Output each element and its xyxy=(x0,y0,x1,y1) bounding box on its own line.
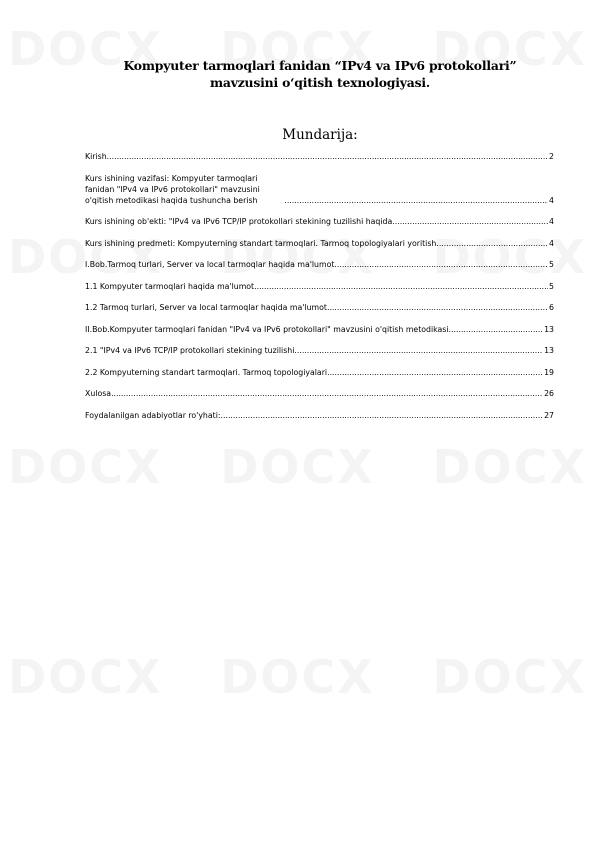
toc-dot-leader xyxy=(107,151,548,162)
toc-entry-2-1[interactable] xyxy=(85,345,554,356)
toc-page-number: 4 xyxy=(549,217,554,226)
watermark-text xyxy=(432,440,587,494)
watermark-row xyxy=(0,440,595,494)
toc-page-number: 26 xyxy=(544,389,554,398)
toc-dot-leader xyxy=(392,216,548,227)
toc-entry-text: II.Bob.Kompyuter tarmoqlari fanidan "IPv4 va IPv6 protokollari" mavzusini o'qitish metodikasi xyxy=(85,324,449,334)
toc-dot-leader xyxy=(294,345,543,356)
toc-dot-leader xyxy=(221,410,544,421)
toc-page-number: 19 xyxy=(544,367,554,377)
toc-dot-leader xyxy=(284,195,548,206)
watermark-row xyxy=(0,650,595,704)
toc-entry-vazifasi[interactable] xyxy=(85,173,554,206)
watermark-text xyxy=(220,650,375,704)
watermark-text xyxy=(8,650,163,704)
toc-heading: Mundarija: xyxy=(282,127,358,143)
toc-dot-leader xyxy=(254,281,548,292)
toc-entry-2-2[interactable] xyxy=(85,367,554,378)
toc-page-number: 5 xyxy=(549,260,554,269)
toc-page-number: 4 xyxy=(549,238,554,248)
toc-entry-predmeti[interactable] xyxy=(85,238,554,249)
toc-entry-xulosa[interactable] xyxy=(85,388,554,399)
toc-page-number: 13 xyxy=(544,346,554,355)
toc-entry-adabiyotlar[interactable] xyxy=(85,410,554,421)
toc-page-number: 27 xyxy=(544,410,554,420)
toc-entry-kirish[interactable] xyxy=(85,151,554,162)
toc-entry-text: 2.2 Kompyuterning standart tarmoqlari. Tarmoq topologiyalari xyxy=(85,367,328,377)
toc-entry-text: I.Bob.Tarmoq turlari, Server va local tarmoqlar haqida ma'lumot xyxy=(85,260,335,269)
toc-entry-text: Kurs ishining vazifasi: Kompyuter tarmoqlari fanidan "IPv4 va IPv6 protokollari" mavzusini o'qitish metodikasi haqida tushuncha berish xyxy=(85,173,260,205)
toc-dot-leader xyxy=(436,238,548,249)
toc-dot-leader xyxy=(334,259,548,270)
watermark-text xyxy=(8,440,163,494)
toc-dot-leader xyxy=(111,388,543,399)
toc-entry-text: Kirish xyxy=(85,152,107,161)
watermark-text xyxy=(432,650,587,704)
toc-page-number: 4 xyxy=(549,195,554,205)
toc-entry-text: 1.1 Kompyuter tarmoqlari haqida ma'lumot xyxy=(85,281,255,291)
toc-entry-obekti[interactable] xyxy=(85,216,554,227)
toc-dot-leader xyxy=(327,302,548,313)
toc-page-number: 5 xyxy=(549,281,554,291)
toc-entry-text: Kurs ishining ob'ekti: "IPv4 va IPv6 TCP/IP protokollari stekining tuzilishi haqida xyxy=(85,217,393,226)
toc-dot-leader xyxy=(327,367,543,378)
toc-entry-bob-2[interactable] xyxy=(85,324,554,335)
toc-entry-1-2[interactable] xyxy=(85,302,554,313)
toc-entry-text: 1.2 Tarmoq turlari, Server va local tarmoqlar haqida ma'lumot xyxy=(85,303,327,312)
toc-entry-text: Kurs ishining predmeti: Kompyuterning standart tarmoqlari. Tarmoq topologiyalari yoritish xyxy=(85,238,437,248)
document-title: Kompyuter tarmoqlari fanidan “IPv4 va IPv6 protokollari” mavzusini o‘qitish texnologiyasi. xyxy=(123,58,517,90)
table-of-contents xyxy=(85,151,554,431)
watermark-text xyxy=(220,440,375,494)
toc-entry-text: Xulosa xyxy=(85,389,112,398)
toc-page-number: 6 xyxy=(549,303,554,312)
toc-entry-1-1[interactable] xyxy=(85,281,554,292)
toc-page-number: 2 xyxy=(549,152,554,161)
toc-page-number: 13 xyxy=(544,324,554,334)
toc-entry-text: Foydalanilgan adabiyotlar ro'yhati: xyxy=(85,410,221,420)
toc-dot-leader xyxy=(449,324,544,335)
toc-entry-text: 2.1 "IPv4 va IPv6 TCP/IP protokollari stekining tuzilishi xyxy=(85,346,295,355)
toc-entry-bob-1[interactable] xyxy=(85,259,554,270)
